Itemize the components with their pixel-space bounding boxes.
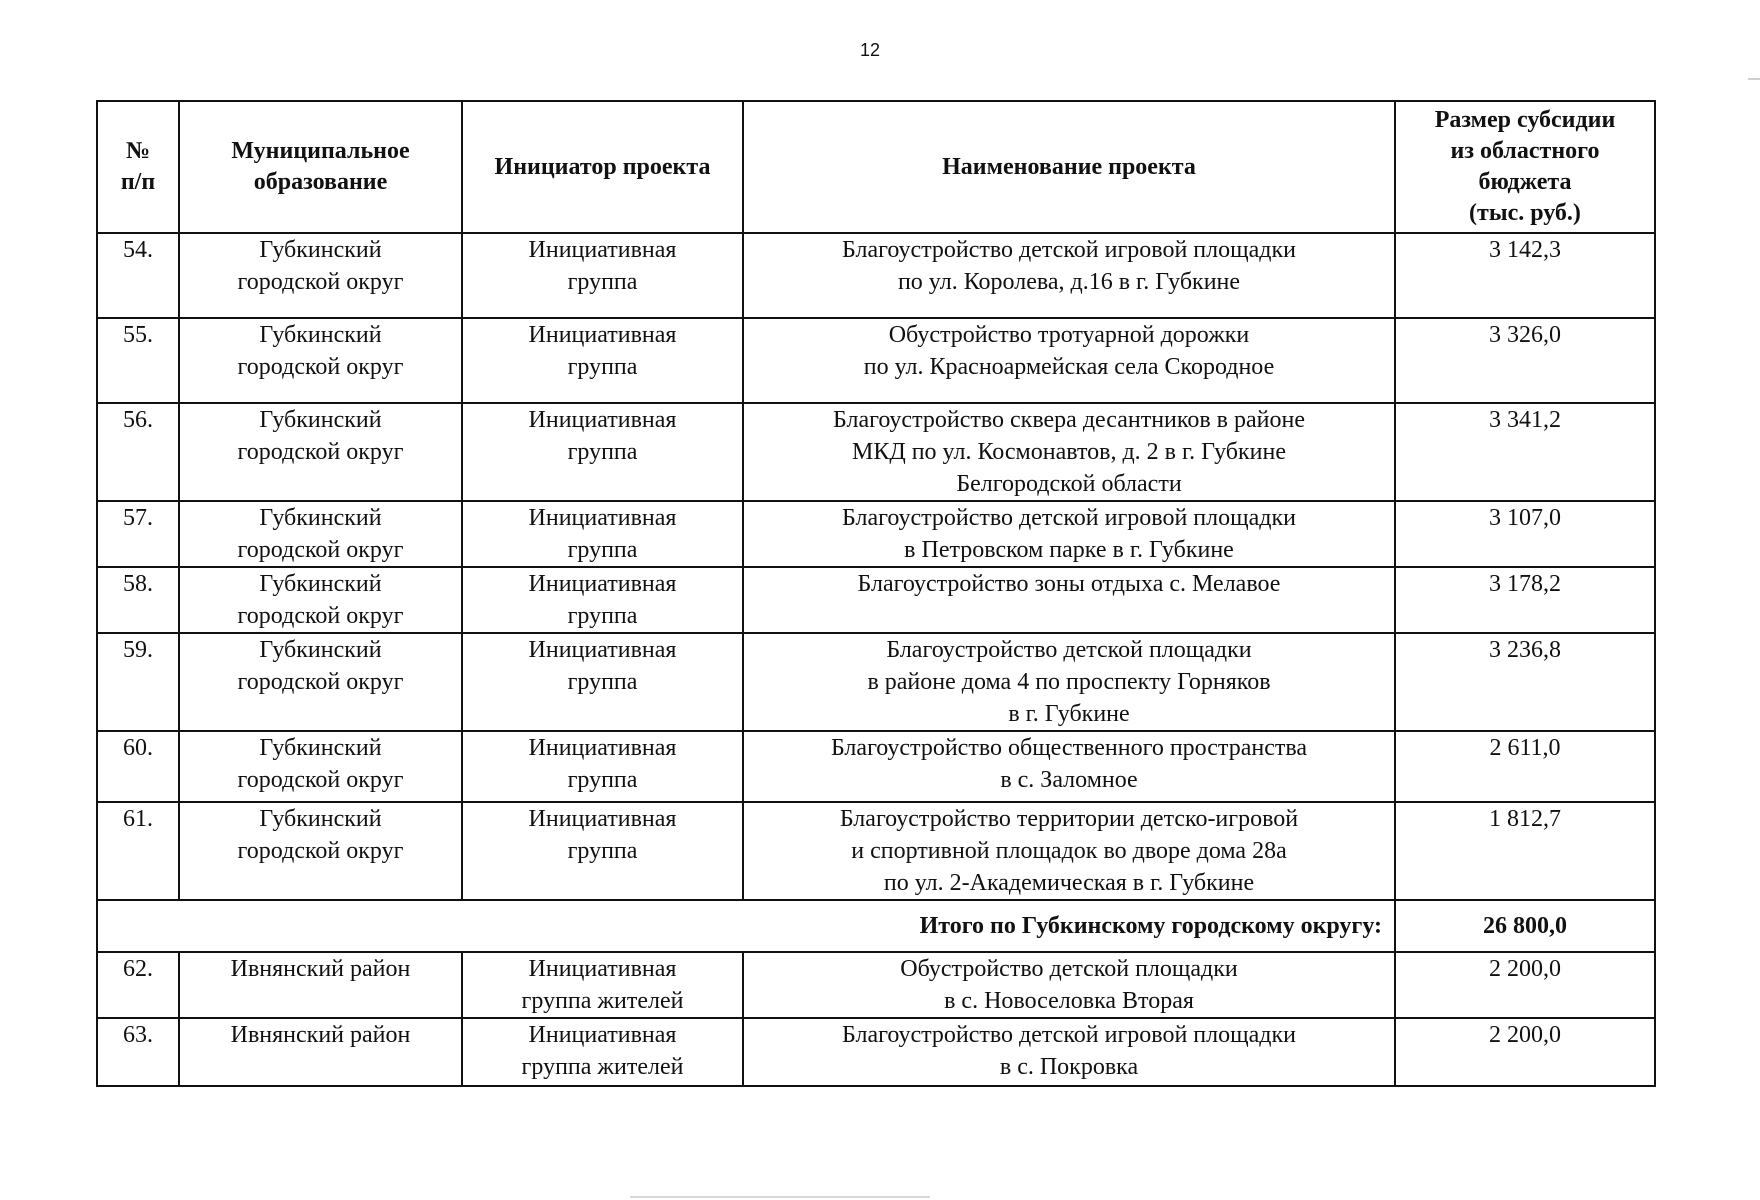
subsidy-amount-cell: 3 107,0 [1395,501,1655,567]
subsidy-amount-cell: 3 341,2 [1395,403,1655,501]
row-number: 58. [97,567,179,633]
subsidy-amount-cell: 2 611,0 [1395,731,1655,802]
page-number: 12 [859,40,881,60]
initiator-cell: Инициативная группа [462,633,743,731]
project-name-cell: Обустройство детской площадки в с. Новоселовка Вторая [743,952,1395,1018]
row-number: 60. [97,731,179,802]
subsidy-amount-cell: 3 326,0 [1395,318,1655,403]
table-row [97,318,1655,403]
initiator-cell: Инициативная группа [462,501,743,567]
subsidy-amount-cell: 3 236,8 [1395,633,1655,731]
municipality-cell: Губкинский городской округ [179,802,462,900]
initiator-cell: Инициативная группа [462,403,743,501]
subsidy-amount-cell: 1 812,7 [1395,802,1655,900]
municipality-cell: Ивнянский район [179,1018,462,1086]
initiator-cell: Инициативная группа [462,802,743,900]
header-municipality: Муниципальное образование [179,101,462,233]
table-row [97,952,1655,1018]
total-amount: 26 800,0 [1395,900,1655,952]
initiator-cell: Инициативная группа жителей [462,952,743,1018]
table-row [97,501,1655,567]
subsidy-amount-cell: 3 142,3 [1395,233,1655,318]
municipality-cell: Губкинский городской округ [179,318,462,403]
table-row [97,403,1655,501]
initiator-cell: Инициативная группа [462,567,743,633]
total-row [97,900,1655,952]
table-row [97,567,1655,633]
project-name-cell: Благоустройство территории детско-игровой и спортивной площадок во дворе дома 28а по ул. 2-Академическая в г. Губкине [743,802,1395,900]
municipality-cell: Губкинский городской округ [179,567,462,633]
table-row [97,802,1655,900]
scan-artifact-line [630,1196,930,1198]
project-name-cell: Благоустройство детской игровой площадки в Петровском парке в г. Губкине [743,501,1395,567]
initiator-cell: Инициативная группа [462,731,743,802]
header-row [97,101,1655,233]
total-label: Итого по Губкинскому городскому округу: [97,900,1395,952]
row-number: 56. [97,403,179,501]
row-number: 55. [97,318,179,403]
row-number: 63. [97,1018,179,1086]
subsidy-amount-cell: 3 178,2 [1395,567,1655,633]
project-name-cell: Благоустройство детской площадки в районе дома 4 по проспекту Горняков в г. Губкине [743,633,1395,731]
project-name-cell: Благоустройство сквера десантников в районе МКД по ул. Космонавтов, д. 2 в г. Губкине Белгородской области [743,403,1395,501]
row-number: 54. [97,233,179,318]
table-row [97,1018,1655,1086]
table-row [97,731,1655,802]
project-name-cell: Благоустройство детской игровой площадки в с. Покровка [743,1018,1395,1086]
initiator-cell: Инициативная группа жителей [462,1018,743,1086]
initiator-cell: Инициативная группа [462,318,743,403]
table-row [97,233,1655,318]
subsidy-amount-cell: 2 200,0 [1395,1018,1655,1086]
row-number: 62. [97,952,179,1018]
header-initiator: Инициатор проекта [462,101,743,233]
table-row [97,633,1655,731]
municipality-cell: Губкинский городской округ [179,233,462,318]
municipality-cell: Ивнянский район [179,952,462,1018]
subsidy-amount-cell: 2 200,0 [1395,952,1655,1018]
row-number: 57. [97,501,179,567]
row-number: 59. [97,633,179,731]
row-number: 61. [97,802,179,900]
municipality-cell: Губкинский городской округ [179,501,462,567]
municipality-cell: Губкинский городской округ [179,731,462,802]
scan-edge-mark [1748,78,1760,80]
initiator-cell: Инициативная группа [462,233,743,318]
project-name-cell: Обустройство тротуарной дорожки по ул. Красноармейская села Скородное [743,318,1395,403]
project-name-cell: Благоустройство общественного пространства в с. Заломное [743,731,1395,802]
subsidy-table [96,100,1656,1087]
municipality-cell: Губкинский городской округ [179,403,462,501]
municipality-cell: Губкинский городской округ [179,633,462,731]
header-subsidy: Размер субсидии из областного бюджета (тыс. руб.) [1395,101,1655,233]
project-name-cell: Благоустройство детской игровой площадки по ул. Королева, д.16 в г. Губкине [743,233,1395,318]
header-num: № п/п [97,101,179,233]
project-name-cell: Благоустройство зоны отдыха с. Мелавое [743,567,1395,633]
header-project: Наименование проекта [743,101,1395,233]
